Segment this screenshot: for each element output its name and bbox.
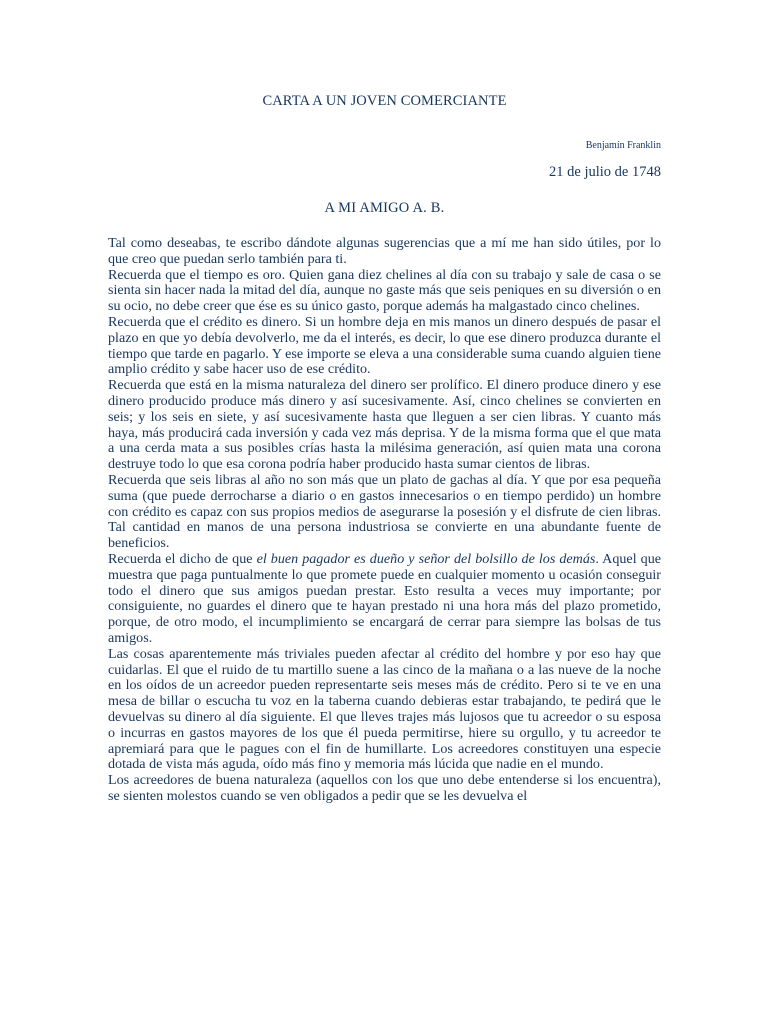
author-name: Benjamín Franklin [585, 140, 661, 151]
paragraph: Recuerda que el crédito es dinero. Si un hombre deja en mis manos un dinero después de pasar el plazo en que yo debía devolverlo, me da el interés, es decir, lo que ese dinero produzca durante el tiempo que tarde en pagarlo. Y ese importe se eleva a una considerable suma cuando alguien tiene amplio crédito y sabe hacer uso de ese crédito. [108, 313, 661, 378]
paragraph-text: . Aquel que muestra que paga puntualmente lo que promete puede en cualquier momento u ocasión conseguir todo el dinero que sus amigos puedan prestar. Esto resulta a veces muy importante; por consiguiente, no guardes el dinero que te hayan prestado ni una hora más del plazo prometido, porque, de otro modo, el incumplimiento se encargará de cerrar para siempre las bolsas de tus amigos. [108, 550, 661, 646]
paragraph: Tal como deseabas, te escribo dándote algunas sugerencias que a mí me han sido útiles, por lo que creo que puedan serlo también para ti. [108, 235, 661, 267]
letter-greeting: A MI AMIGO A. B. [324, 200, 445, 216]
paragraph-text: Recuerda el dicho de que [108, 550, 257, 567]
document-page [108, 0, 661, 1024]
paragraph: Los acreedores de buena naturaleza (aquellos con los que uno debe entenderse si los encuentra), se sienten molestos cuando se ven obligados a pedir que se les devuelva el [108, 772, 661, 804]
paragraph: Las cosas aparentemente más triviales pueden afectar al crédito del hombre y por eso hay que cuidarlas. El que el ruido de tu martillo suene a las cinco de la mañana o a las nueve de la noche en los oídos de un acreedor pueden representarte seis meses más de crédito. Pero si te ve en una mesa de billar o escucha tu voz en la taberna cuando debieras estar trabajando, te pedirá que le devuelvas su dinero al día siguiente. El que lleves trajes más lujosos que tu acreedor o su esposa o incurras en gastos mayores de los que él pueda permitirse, hiere su orgullo, y tu acreedor te apremiará para que le pagues con el fin de humillarte. Los acreedores constituyen una especie dotada de vista más aguda, oído más fino y memoria más lúcida que nadie en el mundo. [108, 645, 661, 773]
letter-date: 21 de julio de 1748 [549, 164, 661, 180]
paragraph [108, 552, 661, 647]
paragraph: Recuerda que está en la misma naturaleza del dinero ser prolífico. El dinero produce dinero y ese dinero producido produce más dinero y así sucesivamente. Así, cinco chelines se convierten en seis; y los seis en siete, y así sucesivamente hasta que lleguen a ser cien libras. Y cuanto más haya, más producirá cada inversión y cada vez más deprisa. Y de la misma forma que el que mata a una cerda mata a sus posibles crías hasta la milésima generación, así quien mata una corona destruye todo lo que esa corona podría haber producido hasta sumar cientos de libras. [108, 377, 661, 473]
paragraph: Recuerda que seis libras al año no son más que un plato de gachas al día. Y que por esa pequeña suma (que puede derrocharse a diario o en gastos innecesarios o en tiempo perdido) un hombre con crédito es capaz con sus propios medios de asegurarse la posesión y el disfrute de cien libras. Tal cantidad en manos de una persona industriosa se convierte en una abundante fuente de beneficios. [108, 471, 661, 552]
quoted-saying: el buen pagador es dueño y señor del bolsillo de los demás [256, 550, 596, 567]
document-title: CARTA A UN JOVEN COMERCIANTE [262, 93, 507, 109]
letter-body [108, 236, 661, 805]
paragraph: Recuerda que el tiempo es oro. Quien gana diez chelines al día con su trabajo y sale de casa o se sienta sin hacer nada la mitad del día, aunque no gaste más que seis peniques en su diversión o en su ocio, no debe creer que ése es su único gasto, porque además ha malgastado cinco chelines. [108, 266, 661, 315]
